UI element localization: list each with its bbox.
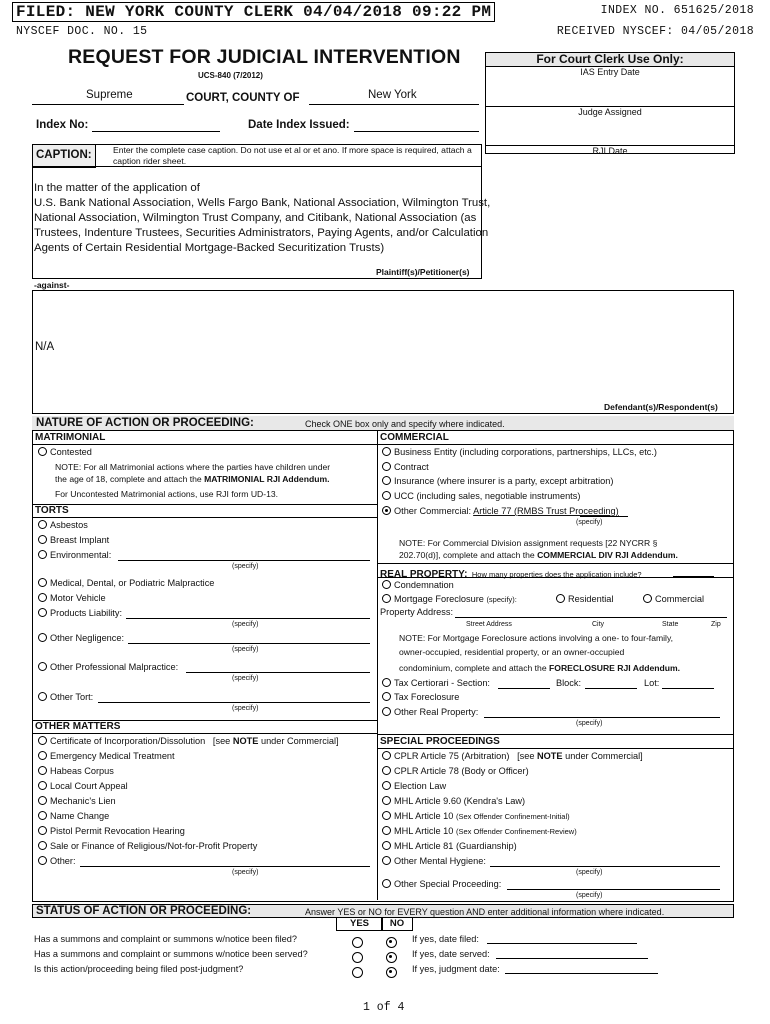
- other-matters-title: OTHER MATTERS: [35, 721, 121, 732]
- date-served-field[interactable]: [496, 958, 648, 959]
- against-label: -against-: [34, 280, 70, 290]
- date-filed-field[interactable]: [487, 943, 637, 944]
- court-clerk-box: [485, 52, 735, 154]
- other-real-property-option[interactable]: Other Real Property:: [382, 707, 478, 717]
- no-radio[interactable]: [386, 964, 400, 982]
- mortgage-foreclosure-option[interactable]: Mortgage Foreclosure (specify):: [382, 594, 517, 604]
- election-law-option[interactable]: Election Law: [382, 781, 446, 791]
- commercial-property-option[interactable]: Commercial: [643, 594, 704, 604]
- environmental-option[interactable]: Environmental:: [38, 550, 111, 560]
- radio-icon[interactable]: [38, 447, 47, 456]
- defendant-value[interactable]: N/A: [35, 341, 55, 353]
- other-tort-option[interactable]: Other Tort:: [38, 692, 93, 702]
- date-index-issued-label: Date Index Issued:: [248, 119, 350, 131]
- business-entity-option[interactable]: Business Entity (including corporations, partnerships, LLCs, etc.): [382, 447, 657, 457]
- torts-title: TORTS: [35, 505, 69, 516]
- index-no-label: Index No:: [36, 119, 89, 131]
- radio-selected-icon[interactable]: [382, 506, 391, 515]
- emergency-medical-option[interactable]: Emergency Medical Treatment: [38, 751, 175, 761]
- county-value[interactable]: New York: [368, 89, 417, 101]
- matrimonial-note: NOTE: For all Matrimonial actions where the parties have children under the age of 18, complete and attach the MATRIMONIAL RJI Addendum. For Uncontested Matrimonial actions, use RJI form UD-13.: [55, 462, 331, 499]
- form-id: UCS-840 (7/2012): [198, 71, 263, 80]
- matrimonial-title: MATRIMONIAL: [35, 432, 106, 443]
- other-special-proceeding-option[interactable]: Other Special Proceeding:: [382, 879, 501, 889]
- mhl-960-option[interactable]: MHL Article 9.60 (Kendra's Law): [382, 796, 525, 806]
- defendant-label: Defendant(s)/Respondent(s): [604, 402, 718, 412]
- street-hint: Street Address: [466, 621, 512, 628]
- index-no-field[interactable]: [92, 131, 220, 132]
- special-proceedings-title: SPECIAL PROCEEDINGS: [380, 736, 500, 747]
- ucc-option[interactable]: UCC (including sales, negotiable instruments): [382, 491, 580, 501]
- filed-stamp: FILED: NEW YORK COUNTY CLERK 04/04/2018 09:22 PM: [12, 2, 495, 22]
- pistol-permit-option[interactable]: Pistol Permit Revocation Hearing: [38, 826, 185, 836]
- other-negligence-option[interactable]: Other Negligence:: [38, 633, 124, 643]
- caption-instructions: Enter the complete case caption. Do not use et al or et ano. If more space is required, attach a caption rider sheet.: [113, 145, 472, 166]
- commercial-title: COMMERCIAL: [380, 432, 449, 443]
- status-info-label: If yes, judgment date:: [412, 964, 500, 974]
- specify-hint: (specify): [232, 705, 259, 712]
- specify-hint: (specify): [576, 720, 603, 727]
- date-index-issued-field[interactable]: [354, 131, 479, 132]
- ias-entry-date-label: IAS Entry Date: [580, 67, 640, 77]
- commercial-note: NOTE: For Commercial Division assignment requests [22 NYCRR § 202.70(d)], complete and attach the COMMERCIAL DIV RJI Addendum.: [399, 538, 678, 560]
- defendant-box: [32, 290, 734, 414]
- form-title: REQUEST FOR JUDICIAL INTERVENTION: [68, 46, 461, 68]
- mhl-10-review-option[interactable]: MHL Article 10 (Sex Offender Confinement-Review): [382, 826, 577, 836]
- property-address-label: Property Address:: [380, 607, 454, 617]
- insurance-option[interactable]: Insurance (where insurer is a party, except arbitration): [382, 476, 613, 486]
- cplr-75-option[interactable]: CPLR Article 75 (Arbitration) [see NOTE under Commercial]: [382, 751, 643, 761]
- tax-foreclosure-option[interactable]: Tax Foreclosure: [382, 692, 459, 702]
- mhl-10-initial-option[interactable]: MHL Article 10 (Sex Offender Confinement-Initial): [382, 811, 570, 821]
- doc-number: NYSCEF DOC. NO. 15: [16, 25, 148, 38]
- mechanics-lien-option[interactable]: Mechanic's Lien: [38, 796, 116, 806]
- status-question: Is this action/proceeding being filed post-judgment?: [34, 964, 244, 974]
- index-number: INDEX NO. 651625/2018: [600, 4, 754, 17]
- block-label: Block:: [556, 678, 582, 688]
- certificate-incorporation-option[interactable]: Certificate of Incorporation/Dissolution [see NOTE under Commercial]: [38, 736, 339, 746]
- nature-title: NATURE OF ACTION OR PROCEEDING:: [36, 417, 254, 429]
- judge-assigned-label: Judge Assigned: [578, 107, 642, 117]
- other-mental-hygiene-option[interactable]: Other Mental Hygiene:: [382, 856, 486, 866]
- specify-hint: (specify): [232, 869, 259, 876]
- cplr-78-option[interactable]: CPLR Article 78 (Body or Officer): [382, 766, 529, 776]
- zip-hint: Zip: [711, 621, 721, 628]
- specify-hint: (specify): [232, 621, 259, 628]
- other-commercial-option[interactable]: Other Commercial: Article 77 (RMBS Trust Proceeding): [382, 506, 619, 516]
- nature-instruction: Check ONE box only and specify where indicated.: [305, 419, 505, 429]
- yes-header: YES: [336, 917, 383, 931]
- no-header: NO: [381, 917, 413, 931]
- tax-certiorari-option[interactable]: Tax Certiorari - Section:: [382, 678, 490, 688]
- mhl-81-option[interactable]: MHL Article 81 (Guardianship): [382, 841, 517, 851]
- name-change-option[interactable]: Name Change: [38, 811, 109, 821]
- specify-hint: (specify): [232, 563, 259, 570]
- rji-date-label: RJI Date: [592, 146, 628, 156]
- contested-option[interactable]: Contested: [38, 447, 92, 457]
- medical-malpractice-option[interactable]: Medical, Dental, or Podiatric Malpractice: [38, 578, 214, 588]
- asbestos-option[interactable]: Asbestos: [38, 520, 88, 530]
- contract-option[interactable]: Contract: [382, 462, 429, 472]
- products-liability-option[interactable]: Products Liability:: [38, 608, 122, 618]
- judgment-date-field[interactable]: [505, 973, 658, 974]
- specify-hint: (specify): [576, 892, 603, 899]
- residential-option[interactable]: Residential: [556, 594, 613, 604]
- court-value[interactable]: Supreme: [86, 89, 133, 101]
- condemnation-option[interactable]: Condemnation: [382, 580, 454, 590]
- status-info-label: If yes, date filed:: [412, 934, 479, 944]
- habeas-corpus-option[interactable]: Habeas Corpus: [38, 766, 114, 776]
- real-property-title: REAL PROPERTY: How many properties does the application include?: [380, 569, 642, 580]
- specify-hint: (specify): [576, 869, 603, 876]
- status-title: STATUS OF ACTION OR PROCEEDING:: [36, 905, 252, 917]
- specify-hint: (specify): [576, 519, 603, 526]
- other-commercial-value[interactable]: Article 77 (RMBS Trust Proceeding): [473, 506, 619, 516]
- caption-text[interactable]: In the matter of the application of U.S. Bank National Association, Wells Fargo Bank, National Association, Wilmington Trust, National Association, Wilmington Trust Company, and Citibank, National Association (as Trustees, Indenture Trustees, Securities Administrators, Paying Agents, and/or Calculation Agents of Certain Residential Mortgage-Backed Securitization Trusts): [34, 182, 491, 254]
- court-county-label: COURT, COUNTY OF: [186, 92, 300, 104]
- local-court-appeal-option[interactable]: Local Court Appeal: [38, 781, 128, 791]
- caption-label: CAPTION:: [36, 149, 92, 161]
- specify-hint: (specify): [232, 675, 259, 682]
- other-matter-option[interactable]: Other:: [38, 856, 76, 866]
- lot-label: Lot:: [644, 678, 660, 688]
- specify-hint: (specify): [232, 646, 259, 653]
- yes-radio[interactable]: [352, 964, 366, 982]
- clerk-box-title: For Court Clerk Use Only:: [486, 53, 734, 67]
- other-professional-malpractice-option[interactable]: Other Professional Malpractice:: [38, 662, 178, 672]
- religious-property-option[interactable]: Sale or Finance of Religious/Not-for-Profit Property: [38, 841, 257, 851]
- motor-vehicle-option[interactable]: Motor Vehicle: [38, 593, 106, 603]
- status-question: Has a summons and complaint or summons w/notice been served?: [34, 949, 308, 959]
- status-info-label: If yes, date served:: [412, 949, 490, 959]
- plaintiff-label: Plaintiff(s)/Petitioner(s): [376, 267, 470, 277]
- breast-implant-option[interactable]: Breast Implant: [38, 535, 109, 545]
- foreclosure-note: NOTE: For Mortgage Foreclosure actions involving a one- to four-family, owner-occupied, residential property, or an owner-occupied condominium, complete and attach the FORECLOSURE RJI Addendum.: [399, 633, 680, 673]
- page-number: 1 of 4: [363, 1001, 405, 1014]
- state-hint: State: [662, 621, 679, 628]
- received-date: RECEIVED NYSCEF: 04/05/2018: [556, 25, 754, 38]
- status-question: Has a summons and complaint or summons w/notice been filed?: [34, 934, 297, 944]
- city-hint: City: [592, 621, 605, 628]
- status-instruction: Answer YES or NO for EVERY question AND enter additional information where indicated.: [305, 907, 665, 917]
- property-address-field[interactable]: [455, 617, 727, 618]
